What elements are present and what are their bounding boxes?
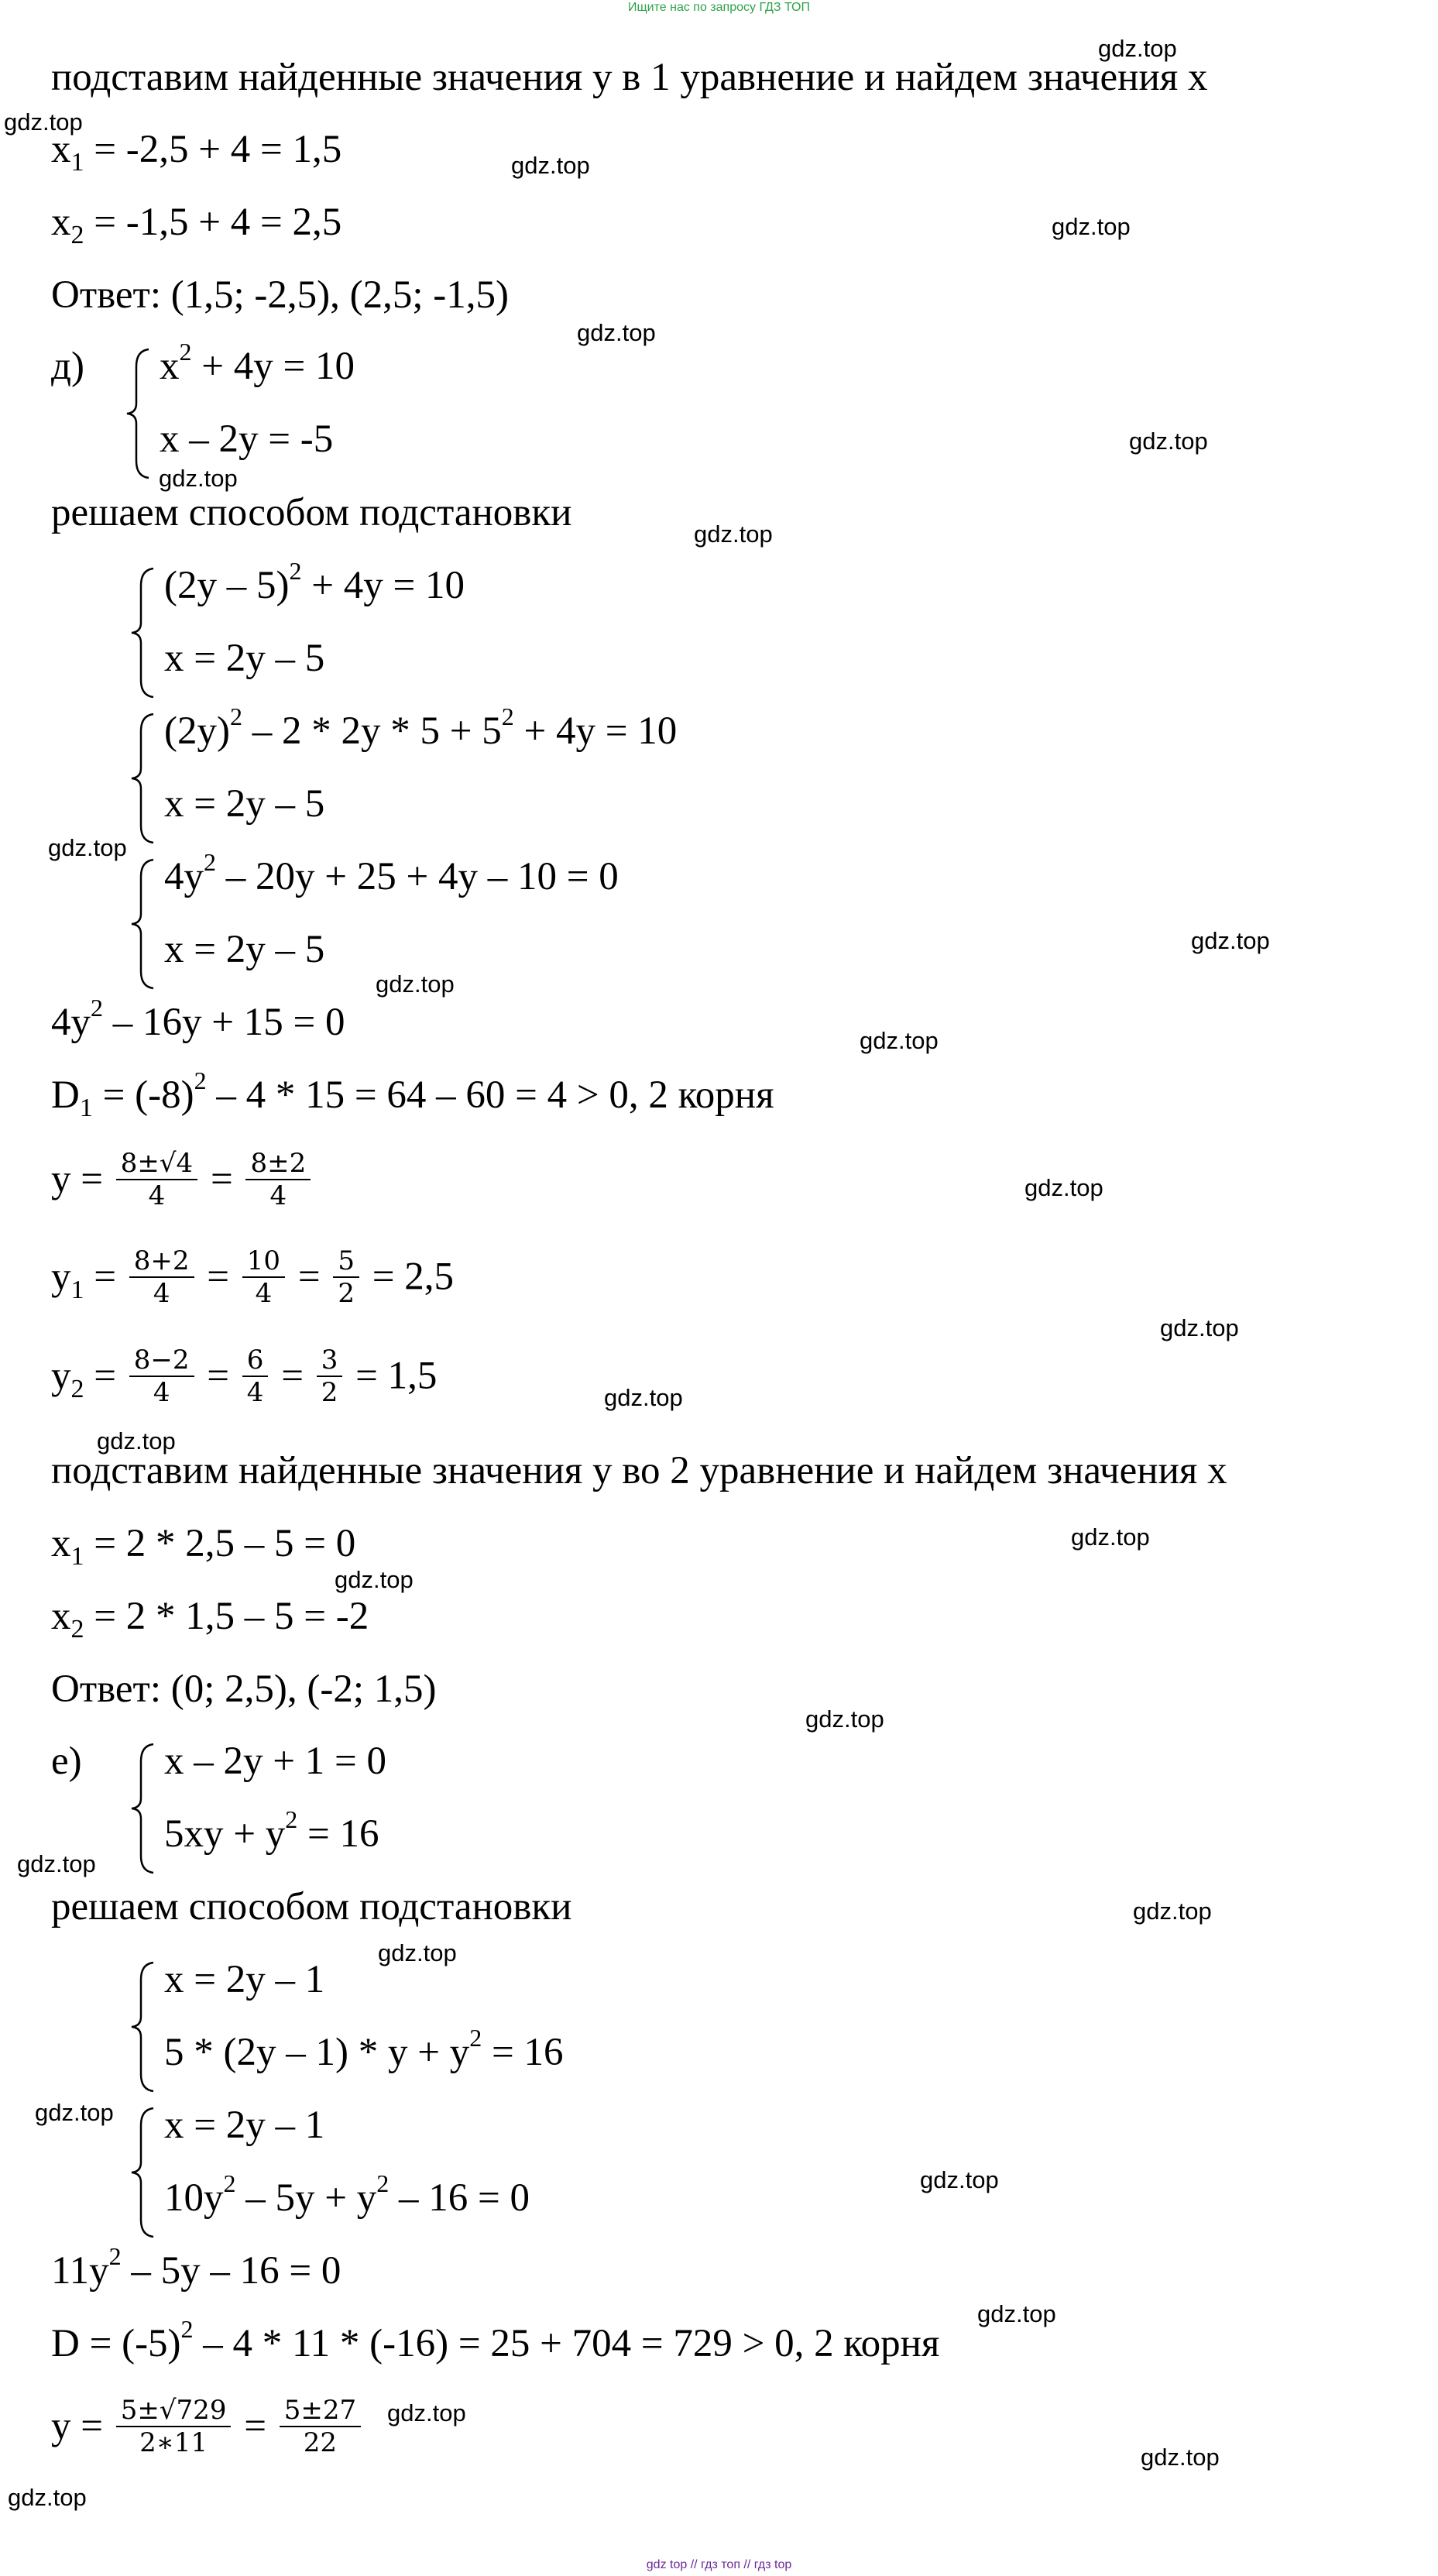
system-equation: x – 2y + 1 = 0 (164, 1740, 387, 1783)
fraction: $\frac{8\pm 2}{4}$ (245, 1148, 311, 1211)
watermark: gdz.top (387, 2399, 466, 2427)
text-method-d: решаем способом подстановки (51, 491, 572, 534)
answer-1: Ответ: (1,5; -2,5), (2,5; -1,5) (51, 273, 509, 317)
watermark: gdz.top (805, 1705, 884, 1733)
equation-x1: $x_1 = -2,5 + 4 = 1,5$ (51, 128, 342, 177)
watermark: gdz.top (604, 1384, 683, 1411)
watermark: gdz.top (1024, 1174, 1103, 1201)
watermark: gdz.top (511, 152, 590, 179)
brace-icon (127, 2107, 158, 2238)
system-equation: $5xy + y^2 = 16$ (164, 1805, 379, 1856)
fraction: $\frac{8-2}{4}$ (129, 1345, 194, 1408)
equation-y2-d: $y_2$ = $\frac{8-2}{4}$ = $\frac{6}{4}$ = $\frac{3}{2}$ = 1,5 (51, 1345, 438, 1408)
watermark: gdz.top (335, 1566, 414, 1593)
equation-y1-d: $y_1$ = $\frac{8+2}{4}$ = $\frac{10}{4}$ = $\frac{5}{2}$ = 2,5 (51, 1245, 454, 1309)
watermark: gdz.top (920, 2166, 999, 2193)
watermark: gdz.top (159, 465, 238, 492)
system-equation: x – 2y = -5 (160, 417, 334, 461)
equation-y-roots-e: y = $\frac{5\pm√729}{2∗11}$ = $\frac{5\pm 27}{22}$ (51, 2398, 364, 2461)
fraction: $\frac{8\pm√4}{4}$ (116, 1148, 197, 1211)
watermark: gdz.top (1071, 1523, 1150, 1551)
footer-links[interactable]: gdz top // гдз топ // гдз top (646, 2558, 792, 2571)
brace-icon (127, 567, 158, 699)
equation-x2: $x_2 = -1,5 + 4 = 2,5$ (51, 201, 342, 250)
watermark: gdz.top (97, 1427, 176, 1455)
system-equation: $10y^2 - 5y + y^2 - 16 = 0$ (164, 2169, 530, 2220)
answer-2: Ответ: (0; 2,5), (-2; 1,5) (51, 1668, 437, 1711)
watermark: gdz.top (376, 970, 455, 998)
fraction: $\frac{6}{4}$ (242, 1345, 269, 1408)
watermark: gdz.top (1191, 927, 1270, 954)
system-equation: (2y – 5)$^2$ + 4y = 10 (164, 557, 465, 607)
system-equation: x = 2y – 1 (164, 1958, 325, 2001)
fraction: $\frac{5}{2}$ (333, 1245, 359, 1309)
fraction: $\frac{5\pm 27}{22}$ (280, 2395, 361, 2458)
watermark: gdz.top (1098, 35, 1177, 62)
fraction: $\frac{3}{2}$ (317, 1345, 343, 1408)
system-equation: x = 2y – 5 (164, 928, 325, 971)
watermark: gdz.top (17, 1850, 96, 1877)
brace-icon (127, 1743, 158, 1874)
watermark: gdz.top (48, 834, 127, 861)
text-intro-2: подставим найденные значения у во 2 уравнение и найдем значения х (51, 1449, 1227, 1492)
equation-quadratic-d: $4y^2 - 16y + 15 = 0$ (51, 994, 345, 1044)
task-label-e: е) (51, 1740, 82, 1783)
system-equation: $4y^2 - 20y + 25 + 4y - 10 = 0$ (164, 848, 619, 898)
text-intro-1: подставим найденные значения у в 1 уравнение и найдем значения х (51, 56, 1208, 99)
watermark: gdz.top (1160, 1314, 1239, 1341)
equation-x2-b: $x_2 = 2 * 1,5 - 5 = -2$ (51, 1595, 369, 1644)
system-equation: x = 2y – 1 (164, 2104, 325, 2147)
system-equation: $5 * (2y - 1) * y + y^2 = 16$ (164, 2024, 564, 2074)
brace-icon (127, 1961, 158, 2093)
equation-x1-b: $x_1 = 2 * 2,5 - 5 = 0$ (51, 1522, 356, 1571)
brace-icon (127, 858, 158, 990)
equation-discriminant-e: $D = (-5)^2 - 4 * 11 * (-16) = 25 + 704 = 729 > 0$, 2 корня (51, 2315, 940, 2365)
watermark: gdz.top (577, 319, 656, 346)
fraction: $\frac{8+2}{4}$ (129, 1245, 194, 1309)
watermark: gdz.top (1141, 2444, 1220, 2471)
watermark: gdz.top (35, 2099, 114, 2126)
watermark: gdz.top (378, 1939, 457, 1966)
watermark: gdz.top (694, 520, 773, 548)
task-label-d: д) (51, 345, 84, 388)
equation-discriminant-d: $D_1 = (-8)^2 - 4 * 15 = 64 - 60 = 4 > 0$, 2 корня (51, 1066, 774, 1123)
system-equation: x = 2y – 5 (164, 637, 325, 680)
watermark: gdz.top (1133, 1898, 1212, 1925)
watermark: gdz.top (8, 2484, 87, 2511)
system-equation: x = 2y – 5 (164, 782, 325, 826)
text-method-e: решаем способом подстановки (51, 1885, 572, 1929)
watermark: gdz.top (1052, 213, 1131, 240)
watermark: gdz.top (1129, 428, 1208, 455)
site-banner[interactable]: Ищите нас по запросу ГДЗ ТОП (628, 1, 810, 14)
fraction: $\frac{10}{4}$ (242, 1245, 285, 1309)
system-equation: $x^2 + 4y = 10$ (160, 338, 355, 388)
watermark: gdz.top (4, 108, 83, 136)
fraction: $\frac{5\pm√729}{2∗11}$ (116, 2395, 232, 2458)
equation-quadratic-e: $11y^2 - 5y - 16 = 0$ (51, 2242, 341, 2293)
brace-icon (127, 713, 158, 844)
system-equation: $(2y)^2 - 2 * 2y * 5 + 5^2 + 4y = 10$ (164, 702, 678, 753)
brace-icon (122, 348, 153, 479)
watermark: gdz.top (977, 2300, 1056, 2327)
watermark: gdz.top (860, 1027, 939, 1054)
equation-y-roots-d: y = $\frac{8\pm√4}{4}$ = $\frac{8\pm 2}{4}$ (51, 1151, 314, 1214)
